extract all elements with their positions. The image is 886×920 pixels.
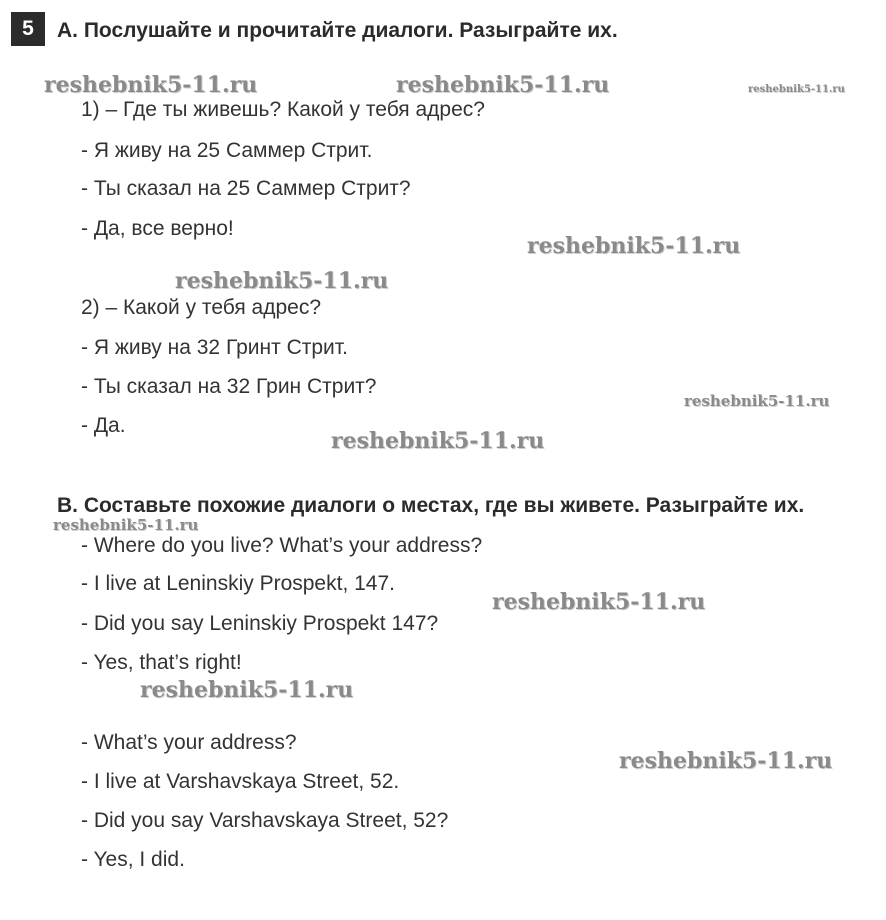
- section-a-dialogue2-line: 2) – Какой у тебя адрес?: [81, 296, 322, 319]
- watermark: reshebnik5-11.ru: [44, 72, 258, 98]
- section-b-dialogue2-line: - Did you say Varshavskaya Street, 52?: [81, 809, 449, 832]
- section-b-dialogue1-line: - Where do you live? What’s your address?: [81, 534, 483, 557]
- watermark: reshebnik5-11.ru: [140, 677, 354, 703]
- section-a-dialogue1-line: - Я живу на 25 Саммер Стрит.: [81, 139, 373, 162]
- watermark: reshebnik5-11.ru: [619, 748, 833, 774]
- section-b-dialogue1-line: - Did you say Leninskiy Prospekt 147?: [81, 612, 439, 635]
- section-a-dialogue1-line: - Да, все верно!: [81, 217, 234, 240]
- section-b-dialogue2-line: - What’s your address?: [81, 731, 297, 754]
- watermark: reshebnik5-11.ru: [331, 428, 545, 454]
- section-a-dialogue2-line: - Да.: [81, 414, 126, 437]
- section-a-dialogue1-line: 1) – Где ты живешь? Какой у тебя адрес?: [81, 98, 485, 121]
- section-b-dialogue2-line: - Yes, I did.: [81, 848, 185, 871]
- section-b-heading: B. Составьте похожие диалоги о местах, где вы живете. Разыграйте их.: [57, 494, 805, 517]
- watermark: reshebnik5-11.ru: [684, 392, 830, 410]
- watermark: reshebnik5-11.ru: [396, 72, 610, 98]
- watermark: reshebnik5-11.ru: [748, 84, 845, 95]
- watermark: reshebnik5-11.ru: [527, 233, 741, 259]
- section-b-dialogue1-line: - Yes, that’s right!: [81, 651, 242, 674]
- section-b-dialogue2-line: - I live at Varshavskaya Street, 52.: [81, 770, 400, 793]
- section-a-dialogue2-line: - Ты сказал на 32 Грин Стрит?: [81, 375, 377, 398]
- section-b-dialogue1-line: - I live at Leninskiy Prospekt, 147.: [81, 572, 395, 595]
- section-a-dialogue2-line: - Я живу на 32 Гринт Стрит.: [81, 336, 348, 359]
- exercise-number-badge: 5: [11, 12, 45, 46]
- watermark: reshebnik5-11.ru: [492, 589, 706, 615]
- section-a-heading: A. Послушайте и прочитайте диалоги. Разыграйте их.: [57, 19, 618, 42]
- watermark: reshebnik5-11.ru: [175, 268, 389, 294]
- watermark: reshebnik5-11.ru: [53, 516, 199, 534]
- section-a-dialogue1-line: - Ты сказал на 25 Саммер Стрит?: [81, 177, 411, 200]
